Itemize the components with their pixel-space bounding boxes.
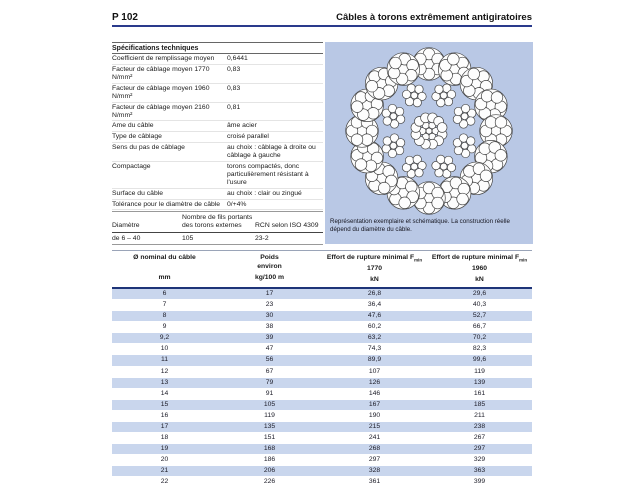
table-row [112, 411, 532, 422]
spec-label: Tolérance pour le diamètre de câble [112, 200, 221, 208]
column-title: Effort de rupture minimal $F_{min}$ [431, 254, 528, 263]
spec-value: au choix : clair ou zingué [227, 189, 302, 197]
wire-circle [378, 182, 390, 194]
wire-circle [454, 146, 462, 154]
table-cell: 363 [473, 467, 486, 475]
table-cell: 105 [263, 400, 276, 408]
spec-subtable [112, 211, 323, 245]
table-cell: 186 [263, 456, 276, 464]
wire-circle [480, 170, 492, 182]
table-cell: 82,3 [472, 345, 487, 353]
table-header [112, 250, 532, 287]
wire-circle [405, 156, 413, 164]
table-cell: 329 [473, 456, 486, 464]
wire-circle [355, 159, 367, 171]
table-row [112, 300, 532, 311]
table-row [112, 444, 532, 455]
table-cell: 107 [368, 367, 381, 375]
subtable-col1-header: Diamètre [112, 222, 140, 230]
wire-circle [435, 85, 443, 93]
table-body [112, 289, 532, 489]
table-cell: 67 [265, 367, 274, 375]
column-title-subscript: min [414, 257, 423, 263]
table-row [112, 466, 532, 477]
spec-row [112, 54, 323, 65]
spec-row [112, 189, 323, 200]
table-cell: 52,7 [472, 312, 487, 320]
spec-row [112, 200, 323, 211]
table-cell: 91 [265, 389, 274, 397]
spec-label: Facteur de câblage moyen 1960 N/mm² [112, 84, 210, 100]
subtable-col3-header: RCN selon ISO 4309 [255, 222, 319, 230]
subtable-spacer [112, 214, 182, 223]
column-unit: kg/100 m [254, 274, 285, 281]
table-row [112, 333, 532, 344]
table-row [112, 311, 532, 322]
table-cell: 20 [160, 456, 169, 464]
spec-label: Compactage [112, 162, 151, 170]
spec-value: 0,83 [227, 65, 241, 73]
spec-row [112, 143, 323, 162]
table-cell: 328 [368, 467, 381, 475]
table-row [112, 344, 532, 355]
table-cell: 9 [162, 323, 167, 331]
table-cell: 15 [160, 400, 169, 408]
header-rule [112, 25, 532, 27]
table-cell: 226 [263, 478, 276, 486]
wire-circle [402, 90, 410, 98]
table-row [112, 400, 532, 411]
spec-row [112, 84, 323, 103]
table-cell: 146 [368, 389, 381, 397]
subtable-header-line1 [112, 212, 323, 222]
table-cell: 7 [162, 300, 167, 308]
wire-circle [432, 197, 444, 209]
header-row [112, 12, 532, 23]
table-cell: 399 [473, 478, 486, 486]
table-cell: 6 [162, 289, 167, 297]
table-cell: 89,9 [367, 356, 382, 364]
spec-value: torons compactés, donc particulièrement résistant à l'usure [227, 162, 309, 187]
wire-circle [437, 155, 445, 163]
table-cell: 12 [160, 367, 169, 375]
table-cell: 56 [265, 356, 274, 364]
column-title: Ø nominal du câble [133, 254, 196, 261]
subtable-spacer [255, 214, 323, 223]
wire-circle [390, 57, 402, 69]
spec-value: 0,81 [227, 103, 241, 111]
table-cell: 40,3 [472, 300, 487, 308]
wire-circle [399, 197, 411, 209]
spec-label: Coefficient de remplissage moyen [112, 55, 215, 62]
wire-circle [366, 80, 378, 92]
column-title-subscript: min [519, 257, 528, 263]
wire-circle [457, 193, 469, 205]
spec-label: Ame du câble [112, 122, 154, 130]
table-cell: 268 [368, 445, 381, 453]
spec-value: croisé parallel [227, 133, 269, 141]
specs-title: Spécifications techniques [112, 42, 323, 54]
table-cell: 206 [263, 467, 276, 475]
table-row [112, 289, 532, 300]
table-cell: 211 [474, 411, 485, 419]
table-row [112, 367, 532, 378]
table-cell: 267 [473, 434, 486, 442]
table-column-header [112, 254, 217, 285]
rope-data-table [112, 250, 532, 489]
specs-panel [112, 42, 323, 245]
wire-circle [491, 92, 503, 104]
wire-circle [453, 115, 461, 123]
wire-circle [396, 139, 404, 147]
table-cell: 22 [160, 478, 169, 486]
table-cell: 14 [160, 389, 169, 397]
specs-rows [112, 54, 323, 210]
subtable-col2-header-line2: des torons externes [182, 222, 242, 230]
table-cell: 39 [265, 334, 274, 342]
wire-circle [351, 101, 363, 113]
wire-circle [447, 163, 455, 171]
table-cell: 161 [473, 389, 486, 397]
spec-label: Facteur de câblage moyen 1770 N/mm² [112, 65, 210, 81]
table-cell: 30 [265, 312, 274, 320]
page-title: Câbles à torons extrêmement antigiratoires [336, 12, 532, 23]
spec-label: Type de câblage [112, 133, 162, 141]
spec-value: 0/+4% [227, 200, 247, 208]
column-subtitle: 1770 [366, 264, 383, 272]
table-cell: 17 [160, 422, 169, 430]
table-cell: 74,3 [367, 345, 382, 353]
wire-circle [444, 97, 452, 105]
subtable-cell-wires: 105 [182, 234, 194, 242]
table-cell: 185 [473, 400, 486, 408]
table-cell: 16 [160, 411, 169, 419]
table-cell: 47,6 [367, 312, 382, 320]
cable-cross-section-diagram [325, 42, 533, 244]
table-cell: 23 [265, 300, 274, 308]
spec-row [112, 103, 323, 122]
table-cell: 139 [473, 378, 486, 386]
table-cell: 119 [474, 367, 485, 375]
rope-cross-section-icon [325, 42, 533, 218]
table-row [112, 322, 532, 333]
table-cell: 297 [368, 456, 381, 464]
page-code: P 102 [112, 12, 138, 23]
table-cell: 168 [263, 445, 276, 453]
table-cell: 63,2 [367, 334, 382, 342]
table-row [112, 455, 532, 466]
table-cell: 79 [265, 378, 274, 386]
table-cell: 47 [265, 345, 274, 353]
table-cell: 190 [368, 411, 381, 419]
wire-circle [437, 123, 447, 133]
table-row [112, 355, 532, 366]
table-row [112, 433, 532, 444]
column-title: Effort de rupture minimal $F_{min}$ [326, 254, 423, 263]
table-cell: 70,2 [472, 334, 487, 342]
spec-row [112, 121, 323, 132]
spec-value: âme acier [227, 122, 257, 130]
table-cell: 60,2 [367, 323, 382, 331]
table-cell: 21 [160, 467, 169, 475]
column-title: Poids [260, 254, 279, 261]
table-cell: 238 [473, 422, 486, 430]
table-column-header [217, 254, 322, 285]
wire-circle [468, 68, 480, 80]
wire-circle [495, 150, 507, 162]
table-cell: 99,6 [472, 356, 487, 364]
table-cell: 151 [263, 434, 276, 442]
table-row [112, 378, 532, 389]
table-column-header [427, 254, 532, 285]
column-subtitle: environ [257, 262, 282, 270]
spec-label: Facteur de câblage moyen 2160 N/mm² [112, 103, 210, 119]
spec-row [112, 132, 323, 143]
table-cell: 36,4 [367, 300, 382, 308]
spec-label: Surface du câble [112, 189, 164, 197]
wire-circle [388, 149, 396, 157]
table-cell: 29,6 [472, 289, 487, 297]
wire-circle [448, 53, 460, 65]
table-cell: 26,8 [367, 289, 382, 297]
column-subtitle [112, 263, 217, 272]
column-subtitle: 1960 [471, 264, 488, 272]
spec-value: au choix : câblage à droite ou câblage à gauche [227, 143, 316, 160]
subtable-col2-header-line1: Nombre de fils portants [182, 213, 253, 221]
table-cell: 9,2 [159, 334, 170, 342]
wire-circle [467, 137, 475, 145]
table-cell: 66,7 [472, 323, 487, 331]
table-cell: 126 [368, 378, 381, 386]
table-cell: 17 [265, 289, 274, 297]
table-cell: 13 [160, 378, 169, 386]
subtable-cell-diameter: de 6 – 40 [112, 234, 141, 242]
table-cell: 18 [160, 434, 169, 442]
wire-circle [351, 134, 363, 146]
table-cell: 361 [368, 478, 381, 486]
table-cell: 241 [368, 434, 381, 442]
spec-label: Sens du pas de câblage [112, 143, 185, 151]
subtable-data-row [112, 233, 323, 245]
table-column-header [322, 254, 427, 285]
wire-circle [395, 107, 403, 115]
wire-circle [383, 117, 391, 125]
table-cell: 215 [368, 422, 381, 430]
diagram-caption: Représentation exemplaire et schématique. La construction réelle dépend du diamètre du câble. [330, 218, 510, 233]
table-cell: 297 [473, 445, 486, 453]
spec-value: 0,6441 [227, 55, 248, 62]
table-row [112, 389, 532, 400]
column-unit: mm [158, 274, 171, 281]
table-cell: 135 [263, 422, 276, 430]
table-cell: 119 [264, 411, 275, 419]
wire-circle [461, 104, 469, 112]
spec-row [112, 162, 323, 189]
wire-circle [413, 98, 421, 106]
table-row [112, 477, 532, 488]
table-row [112, 422, 532, 433]
spec-row [112, 65, 323, 84]
table-cell: 167 [368, 400, 381, 408]
table-cell: 11 [160, 356, 169, 364]
subtable-cell-rcn: 23-2 [255, 234, 269, 242]
subtable-header-line2 [112, 222, 323, 233]
column-unit: kN [370, 276, 379, 284]
table-cell: 10 [160, 345, 169, 353]
page-header [112, 12, 532, 27]
spec-value: 0,83 [227, 84, 241, 92]
table-cell: 19 [160, 445, 169, 453]
table-cell: 8 [162, 312, 167, 320]
wire-circle [415, 169, 423, 177]
table-cell: 38 [265, 323, 274, 331]
wire-circle [495, 117, 507, 129]
column-unit: kN [475, 276, 484, 284]
